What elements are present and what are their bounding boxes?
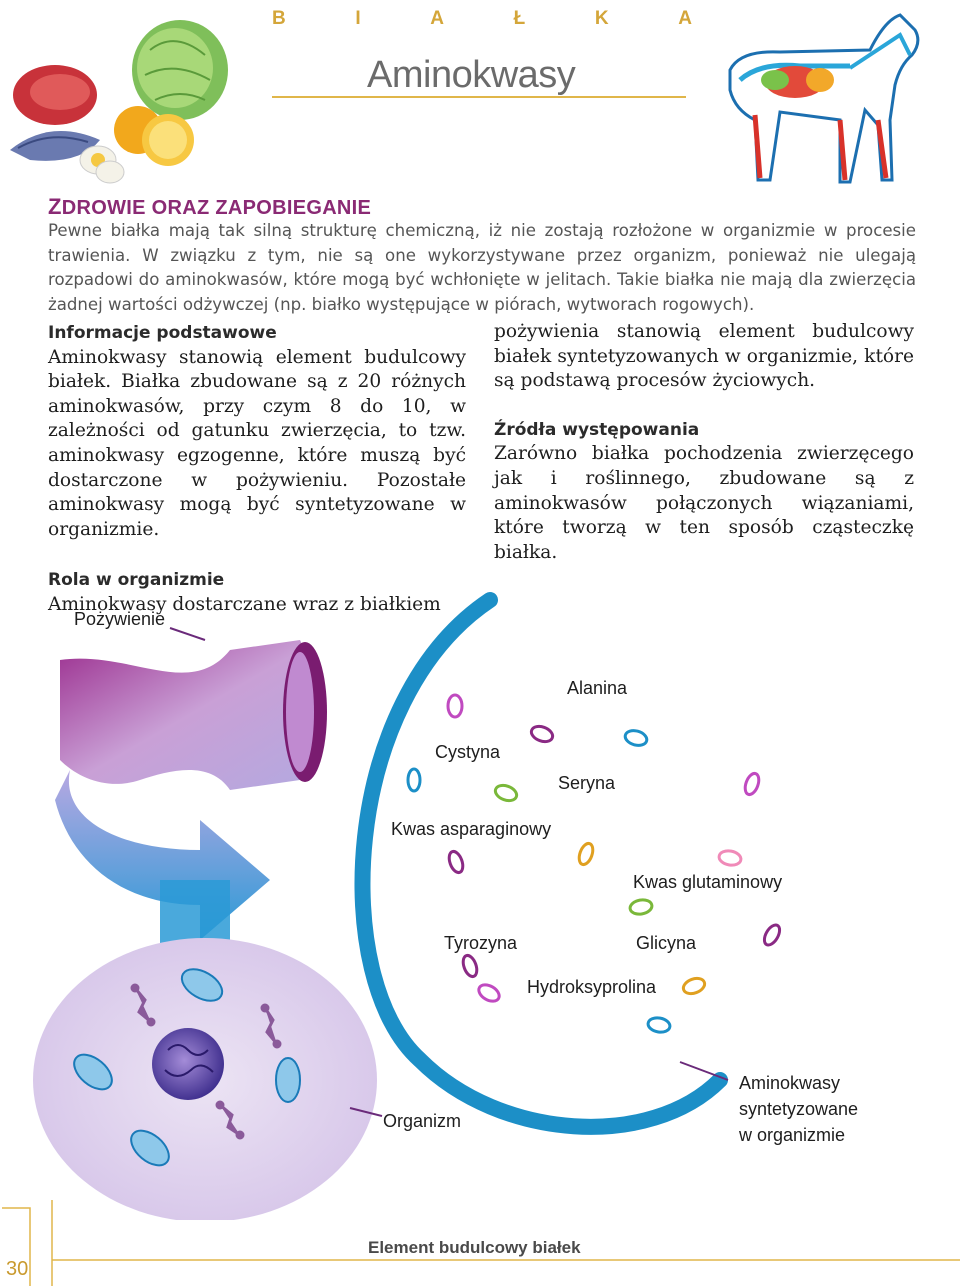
cell-nucleus <box>152 1028 224 1100</box>
amino-label-kwas-glutaminowy: Kwas glutaminowy <box>633 872 783 892</box>
synth-label <box>739 1070 858 1148</box>
synth-label-line: syntetyzowane <box>739 1099 859 1119</box>
section-heading <box>48 194 371 220</box>
synthesis-arc <box>362 600 720 1127</box>
food-leader-line <box>170 628 205 640</box>
header-letter: B <box>272 8 286 29</box>
section-heading-rest: DROWIE ORAZ ZAPOBIEGANIE <box>61 197 372 219</box>
page-title: Aminokwasy <box>367 54 576 96</box>
info-heading: Informacje podstawowe <box>48 323 277 343</box>
left-column <box>48 321 466 618</box>
amino-label-kwas-asparaginowy: Kwas asparaginowy <box>391 819 552 839</box>
amino-label-alanina: Alanina <box>567 678 628 698</box>
header-letter: A <box>430 8 444 29</box>
header-letter: Ł <box>513 8 526 29</box>
dog-anatomy-illustration <box>700 0 940 200</box>
food-label: Pożywienie <box>74 609 166 629</box>
organism-label: Organizm <box>383 1111 462 1131</box>
sources-text: Zarówno białka pochodzenia zwierzęcego jak i roślinnego, zbudowane są z aminokwasów połączonych wiązaniami, które tworzą w ten sposób cząsteczkę białka. <box>494 443 914 563</box>
amino-label-seryna: Seryna <box>558 773 616 793</box>
header-letters <box>272 8 692 30</box>
right-column <box>494 320 914 565</box>
amino-label-cystyna: Cystyna <box>435 742 501 762</box>
sources-heading: Źródła występowania <box>494 419 700 440</box>
footer-title: Element budulcowy białek <box>368 1238 581 1257</box>
role-text: Aminokwasy dostarczane wraz z białkiem <box>48 593 441 615</box>
synth-label-line: Aminokwasy <box>739 1073 841 1093</box>
role-heading: Rola w organizmie <box>48 570 225 591</box>
amino-label-glicyna: Glicyna <box>636 933 697 953</box>
header-letter: I <box>355 8 361 29</box>
amino-label-tyrozyna: Tyrozyna <box>444 933 518 953</box>
synth-label-line: w organizmie <box>739 1125 846 1145</box>
role-text-continued: pożywienia stanowią element budulcowy białek syntetyzowanych w organizmie, które są podstawą procesów życiowych. <box>494 321 914 392</box>
section-intro: Pewne białka mają tak silną strukturę chemiczną, iż nie zostają rozłożone w organizmie w procesie trawienia. W związku z tym, nie są one wykorzystywane przez organizm, ponieważ nie ulegają rozpadowi do aminokwasów, które mogą być wchłonięte w jelitach. Takie białka nie mają dla zwierzęcia żadnej wartości odżywczej (np. białko występujące w piórach, wytworach rogowych). <box>48 221 916 314</box>
info-text: Aminokwasy stanowią element budulcowy białek. Białka zbudowane są z 20 różnych aminokwasów, przy czym 8 do 10, w zależności od gatunku zwierzęcia, to tzw. aminokwasy egzogenne, które muszą być dostarczone w pożywieniu. Pozostałe aminokwasy mogą być syntetyzowane w organizmie. <box>48 346 466 540</box>
synth-leader-line <box>680 1062 728 1080</box>
header-letter: K <box>594 8 609 29</box>
section-heading-initial: Z <box>48 194 62 219</box>
header-letter: A <box>678 8 692 29</box>
food-tube <box>60 640 319 790</box>
page-number: 30 <box>6 1258 29 1280</box>
amino-label-hydroksyprolina: Hydroksyprolina <box>527 977 657 997</box>
title-underline <box>272 96 686 98</box>
food-illustration <box>0 0 240 190</box>
